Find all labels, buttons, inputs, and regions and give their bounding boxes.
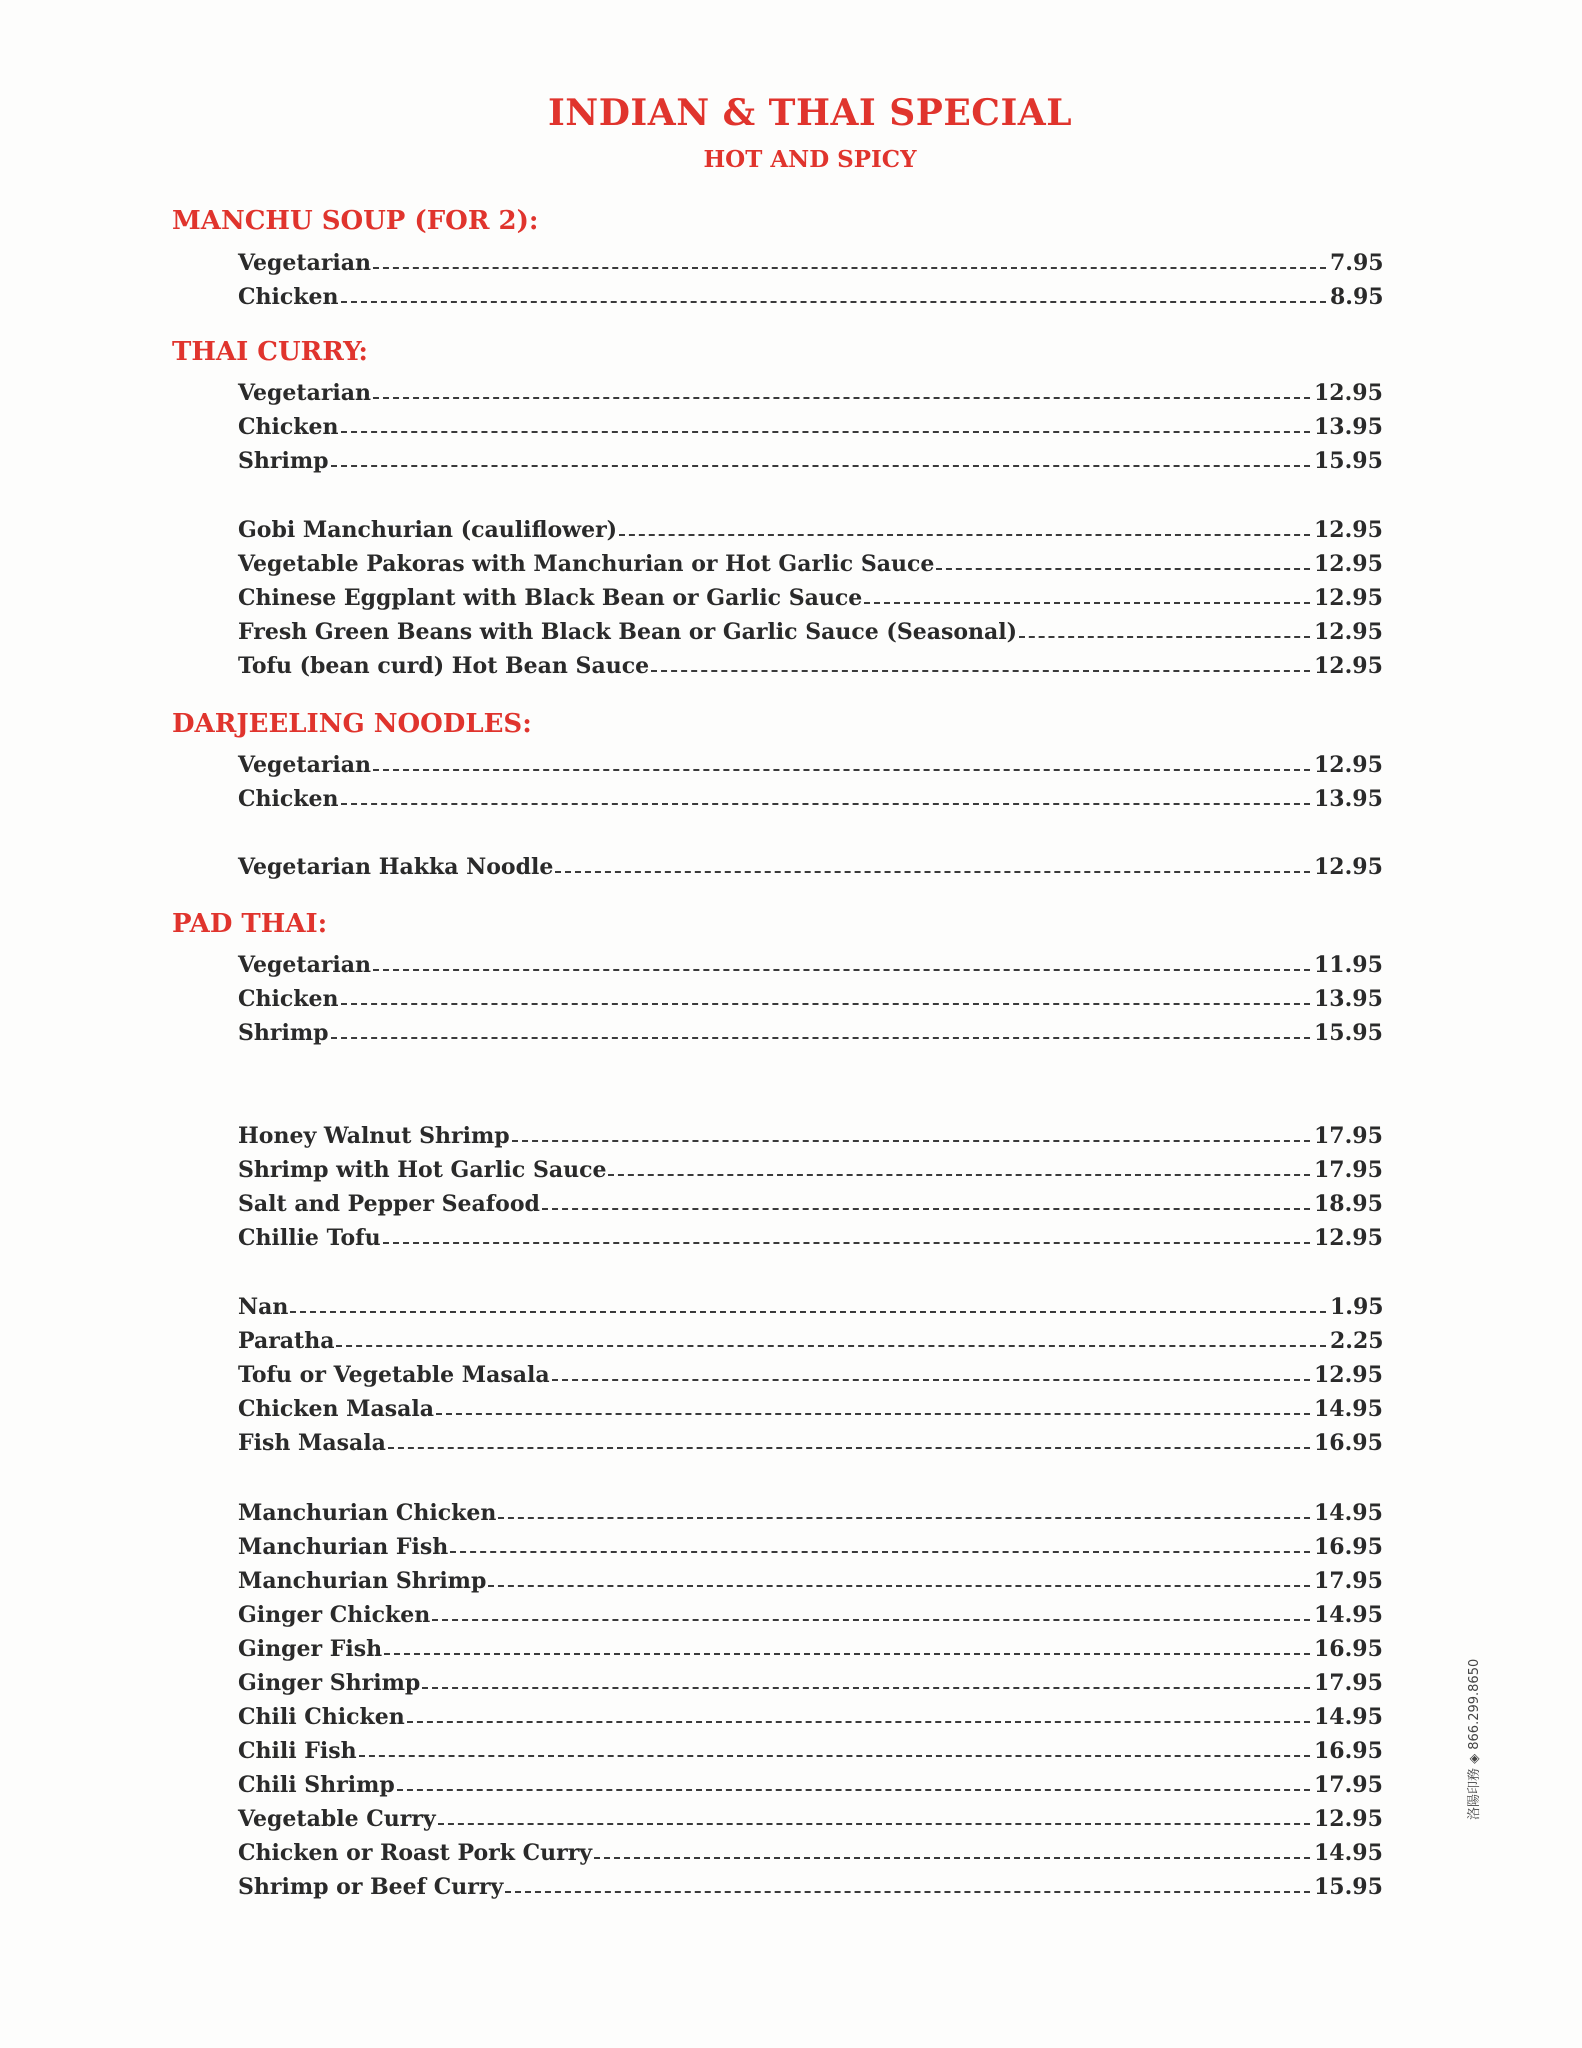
page-subtitle: HOT AND SPICY <box>703 146 917 173</box>
item-name: Salt and Pepper Seafood <box>238 1191 540 1217</box>
item-price: 15.95 <box>1314 448 1383 474</box>
item-price: 17.95 <box>1314 1568 1383 1594</box>
item-name: Vegetarian <box>238 380 372 406</box>
dot-leader <box>619 534 1310 536</box>
menu-item <box>238 374 1383 406</box>
item-name: Manchurian Shrimp <box>238 1568 487 1594</box>
dot-leader <box>422 1687 1310 1689</box>
item-name: Manchurian Chicken <box>238 1500 497 1526</box>
item-name: Fish Masala <box>238 1430 386 1456</box>
menu-item <box>238 1800 1383 1832</box>
menu-item <box>238 1868 1383 1900</box>
menu-item <box>238 1766 1383 1798</box>
menu-item <box>238 980 1383 1012</box>
item-name: Vegetarian Hakka Noodle <box>238 854 554 880</box>
dot-leader <box>359 1755 1310 1757</box>
item-price: 14.95 <box>1314 1500 1383 1526</box>
dot-leader <box>388 1447 1310 1449</box>
item-name: Vegetarian <box>238 752 372 778</box>
item-price: 14.95 <box>1314 1840 1383 1866</box>
item-price: 17.95 <box>1314 1670 1383 1696</box>
item-price: 1.95 <box>1330 1294 1384 1320</box>
dot-leader <box>936 568 1310 570</box>
dot-leader <box>512 1140 1310 1142</box>
item-price: 12.95 <box>1314 380 1383 406</box>
menu-item <box>238 1288 1384 1320</box>
menu-item <box>238 946 1383 978</box>
dot-leader <box>608 1174 1310 1176</box>
item-name: Chinese Eggplant with Black Bean or Garlic Sauce <box>238 585 863 611</box>
item-name: Shrimp <box>238 448 329 474</box>
dot-leader <box>555 871 1310 873</box>
item-price: 13.95 <box>1314 414 1383 440</box>
menu-item <box>238 442 1383 474</box>
dot-leader <box>407 1721 1310 1723</box>
item-name: Shrimp <box>238 1020 329 1046</box>
menu-item <box>238 1322 1384 1354</box>
dot-leader <box>505 1891 1310 1893</box>
item-price: 12.95 <box>1314 1225 1383 1251</box>
dot-leader <box>331 1037 1311 1039</box>
item-price: 14.95 <box>1314 1396 1383 1422</box>
item-name: Gobi Manchurian (cauliflower) <box>238 517 618 543</box>
menu-item <box>238 1356 1383 1388</box>
menu-item <box>238 1732 1383 1764</box>
item-price: 13.95 <box>1314 986 1383 1012</box>
item-price: 17.95 <box>1314 1772 1383 1798</box>
menu-item <box>238 1528 1383 1560</box>
item-price: 14.95 <box>1314 1602 1383 1628</box>
dot-leader <box>373 397 1310 399</box>
item-price: 7.95 <box>1330 250 1384 276</box>
item-price: 14.95 <box>1314 1704 1383 1730</box>
item-name: Shrimp or Beef Curry <box>238 1874 504 1900</box>
item-name: Tofu or Vegetable Masala <box>238 1362 550 1388</box>
menu-item <box>238 613 1383 645</box>
menu-item <box>238 1562 1383 1594</box>
dot-leader <box>1019 636 1310 638</box>
item-name: Chillie Tofu <box>238 1225 381 1251</box>
item-price: 12.95 <box>1314 653 1383 679</box>
dot-leader <box>384 1653 1310 1655</box>
item-name: Chili Chicken <box>238 1704 405 1730</box>
dot-leader <box>383 1242 1310 1244</box>
item-price: 2.25 <box>1330 1328 1384 1354</box>
menu-item <box>238 1390 1383 1422</box>
item-name: Ginger Chicken <box>238 1602 431 1628</box>
item-price: 15.95 <box>1314 1874 1383 1900</box>
item-name: Vegetable Curry <box>238 1806 436 1832</box>
item-price: 16.95 <box>1314 1534 1383 1560</box>
dot-leader <box>651 670 1310 672</box>
item-name: Ginger Fish <box>238 1636 383 1662</box>
dot-leader <box>373 769 1310 771</box>
item-price: 16.95 <box>1314 1430 1383 1456</box>
section-heading-pad-thai: PAD THAI: <box>172 909 328 939</box>
item-price: 18.95 <box>1314 1191 1383 1217</box>
dot-leader <box>373 969 1310 971</box>
dot-leader <box>594 1857 1310 1859</box>
menu-item <box>238 1630 1383 1662</box>
item-name: Shrimp with Hot Garlic Sauce <box>238 1157 607 1183</box>
item-name: Chicken <box>238 786 339 812</box>
menu-item <box>238 1596 1383 1628</box>
item-name: Chili Shrimp <box>238 1772 395 1798</box>
item-price: 13.95 <box>1314 786 1383 812</box>
dot-leader <box>373 267 1326 269</box>
menu-item <box>238 1494 1383 1526</box>
item-price: 12.95 <box>1314 619 1383 645</box>
section-heading-darjeeling-noodles: DARJEELING NOODLES: <box>172 709 532 739</box>
item-price: 11.95 <box>1314 952 1383 978</box>
item-price: 16.95 <box>1314 1738 1383 1764</box>
menu-item <box>238 1151 1383 1183</box>
item-price: 17.95 <box>1314 1123 1383 1149</box>
dot-leader <box>341 301 1327 303</box>
item-name: Ginger Shrimp <box>238 1670 421 1696</box>
item-price: 12.95 <box>1314 585 1383 611</box>
item-name: Chicken <box>238 414 339 440</box>
dot-leader <box>450 1551 1310 1553</box>
item-price: 12.95 <box>1314 854 1383 880</box>
menu-item <box>238 1014 1383 1046</box>
item-name: Nan <box>238 1294 289 1320</box>
item-name: Chili Fish <box>238 1738 357 1764</box>
item-price: 12.95 <box>1314 517 1383 543</box>
item-price: 12.95 <box>1314 1362 1383 1388</box>
menu-item <box>238 408 1383 440</box>
dot-leader <box>341 431 1311 433</box>
item-name: Chicken <box>238 986 339 1012</box>
menu-item <box>238 1834 1383 1866</box>
item-name: Vegetarian <box>238 952 372 978</box>
dot-leader <box>432 1619 1310 1621</box>
dot-leader <box>488 1585 1310 1587</box>
dot-leader <box>341 1003 1311 1005</box>
item-price: 12.95 <box>1314 1806 1383 1832</box>
menu-item <box>238 647 1383 679</box>
item-price: 17.95 <box>1314 1157 1383 1183</box>
menu-item <box>238 1698 1383 1730</box>
item-price: 8.95 <box>1330 284 1384 310</box>
item-name: Paratha <box>238 1328 335 1354</box>
menu-item <box>238 545 1383 577</box>
section-heading-thai-curry: THAI CURRY: <box>172 337 369 367</box>
menu-item <box>238 579 1383 611</box>
item-name: Chicken Masala <box>238 1396 435 1422</box>
dot-leader <box>436 1413 1310 1415</box>
item-name: Tofu (bean curd) Hot Bean Sauce <box>238 653 650 679</box>
printer-mark: 洛陽印務 ◈ 866.299.8650 <box>1467 1658 1482 1820</box>
menu-item <box>238 746 1383 778</box>
item-name: Manchurian Fish <box>238 1534 449 1560</box>
item-name: Chicken <box>238 284 339 310</box>
menu-item <box>238 1185 1383 1217</box>
dot-leader <box>331 465 1311 467</box>
menu-item <box>238 1117 1383 1149</box>
section-heading-manchu-soup: MANCHU SOUP (FOR 2): <box>172 206 539 236</box>
dot-leader <box>341 803 1311 805</box>
dot-leader <box>498 1517 1310 1519</box>
menu-item <box>238 511 1383 543</box>
item-price: 16.95 <box>1314 1636 1383 1662</box>
dot-leader <box>397 1789 1310 1791</box>
item-name: Vegetable Pakoras with Manchurian or Hot Garlic Sauce <box>238 551 935 577</box>
item-name: Fresh Green Beans with Black Bean or Garlic Sauce (Seasonal) <box>238 619 1018 645</box>
menu-item <box>238 244 1384 276</box>
item-name: Honey Walnut Shrimp <box>238 1123 510 1149</box>
dot-leader <box>290 1311 1326 1313</box>
item-price: 15.95 <box>1314 1020 1383 1046</box>
menu-item <box>238 1219 1383 1251</box>
item-price: 12.95 <box>1314 752 1383 778</box>
dot-leader <box>336 1345 1326 1347</box>
menu-item <box>238 848 1383 880</box>
menu-item <box>238 1424 1383 1456</box>
item-price: 12.95 <box>1314 551 1383 577</box>
dot-leader <box>552 1379 1310 1381</box>
dot-leader <box>542 1208 1310 1210</box>
menu-item <box>238 1664 1383 1696</box>
menu-item <box>238 278 1384 310</box>
item-name: Chicken or Roast Pork Curry <box>238 1840 593 1866</box>
item-name: Vegetarian <box>238 250 372 276</box>
dot-leader <box>438 1823 1310 1825</box>
menu-item <box>238 780 1383 812</box>
page-title: INDIAN & THAI SPECIAL <box>547 92 1073 134</box>
dot-leader <box>864 602 1310 604</box>
